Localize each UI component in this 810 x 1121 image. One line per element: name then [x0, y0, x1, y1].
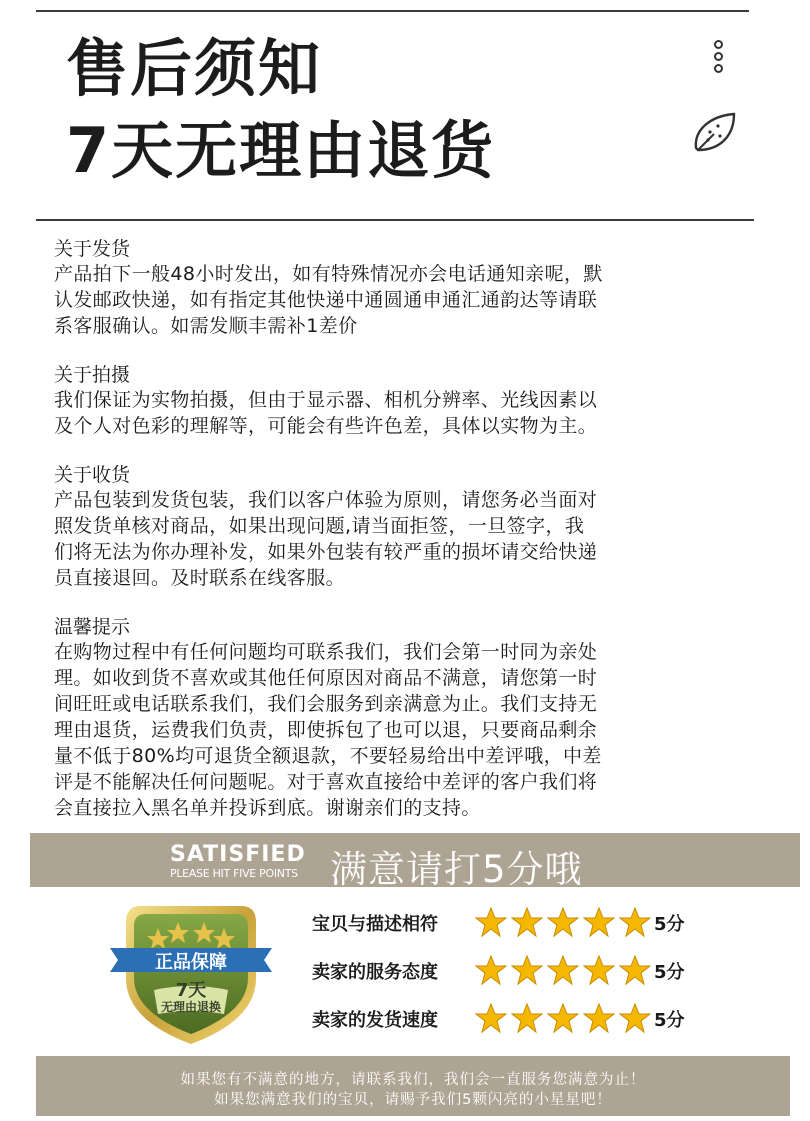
receipt-section	[54, 463, 754, 591]
rating-stars	[475, 954, 651, 986]
notice-sections	[54, 237, 754, 845]
star-icon	[583, 906, 615, 938]
top-rule	[36, 10, 749, 12]
footer-line2: 如果您满意我们的宝贝，请赐予我们5颗闪亮的小星星吧！	[214, 1092, 612, 1108]
satisfied-banner	[30, 833, 800, 891]
footer-line1: 如果您有不满意的地方，请联系我们，我们会一直服务您满意为止！	[180, 1072, 646, 1088]
banner-en-subtitle: PLEASE HIT FIVE POINTS	[170, 867, 298, 880]
badge-line2: 7天	[175, 980, 207, 1001]
rating-row	[312, 1002, 732, 1034]
star-icon	[511, 1002, 543, 1034]
section-heading: 关于收货	[54, 464, 131, 486]
banner-en-title: SATISFIED	[170, 842, 306, 867]
rating-score: 5分	[654, 962, 685, 983]
badge-line3: 无理由退换	[160, 1000, 221, 1014]
rating-label: 卖家的服务态度	[312, 962, 438, 983]
section-heading: 关于拍摄	[54, 364, 131, 386]
star-icon	[583, 1002, 615, 1034]
rating-score: 5分	[654, 1010, 685, 1031]
star-icon	[583, 954, 615, 986]
star-icon	[475, 1002, 507, 1034]
section-body: 产品拍下一般48小时发出，如有特殊情况亦会电话通知亲呢，默 认发邮政快递，如有指定其他快递中通圆通申通汇通韵达等请联 系客服确认。如需发顺丰需补1差价	[54, 263, 603, 337]
star-icon	[619, 954, 651, 986]
rating-score: 5分	[654, 914, 685, 935]
star-icon	[475, 906, 507, 938]
footer-note	[36, 1056, 790, 1116]
star-icon	[511, 954, 543, 986]
rating-label: 宝贝与描述相符	[312, 914, 438, 935]
section-divider	[36, 219, 754, 221]
rating-row	[312, 954, 732, 986]
star-icon	[547, 1002, 579, 1034]
star-icon	[547, 906, 579, 938]
section-body: 在购物过程中有任何问题均可联系我们，我们会第一时同为亲处 理。如收到货不喜欢或其他任何原因对商品不满意，请您第一时 间旺旺或电话联系我们，我们会服务到亲满意为止。我们支持无 理由退货，运费我们负责，即使拆包了也可以退，只要商品剩余 量不低于80%均可退货全额退款，不要轻易给出中差评哦，中差 评是不能解决任何问题呢。对于喜欢直接给中差评的客户我们将 会直接拉入黑名单并投诉到底。谢谢亲们的支持。	[54, 641, 602, 819]
section-heading: 关于发货	[54, 238, 131, 260]
star-icon	[511, 906, 543, 938]
section-body: 我们保证为实物拍摄，但由于显示器、相机分辨率、光线因素以 及个人对色彩的理解等，可能会有些许色差，具体以实物为主。	[54, 389, 598, 437]
star-icon	[547, 954, 579, 986]
rating-label: 卖家的发货速度	[312, 1010, 438, 1031]
section-body: 产品包装到发货包装，我们以客户体验为原则，请您务必当面对 照发货单核对商品，如果出现问题,请当面拒签，一旦签字，我 们将无法为你办理补发，如果外包装有较严重的损坏请交给快递 员直接退回。及时联系在线客服。	[54, 489, 598, 589]
shipping-section	[54, 237, 754, 339]
dots-icon	[714, 40, 726, 76]
photo-section	[54, 363, 754, 439]
rating-stars	[475, 906, 651, 938]
section-heading: 温馨提示	[54, 616, 131, 638]
leaf-icon	[690, 108, 740, 158]
tips-section	[54, 615, 754, 821]
star-icon	[619, 906, 651, 938]
banner-cn-title: 满意请打5分哦	[330, 848, 583, 891]
rating-stars	[475, 1002, 651, 1034]
page-subtitle: 7天无理由退货	[66, 114, 496, 187]
badge-line1: 正品保障	[155, 952, 227, 973]
page-title: 售后须知	[66, 32, 323, 105]
star-icon	[475, 954, 507, 986]
star-icon	[619, 1002, 651, 1034]
rating-row	[312, 906, 732, 938]
